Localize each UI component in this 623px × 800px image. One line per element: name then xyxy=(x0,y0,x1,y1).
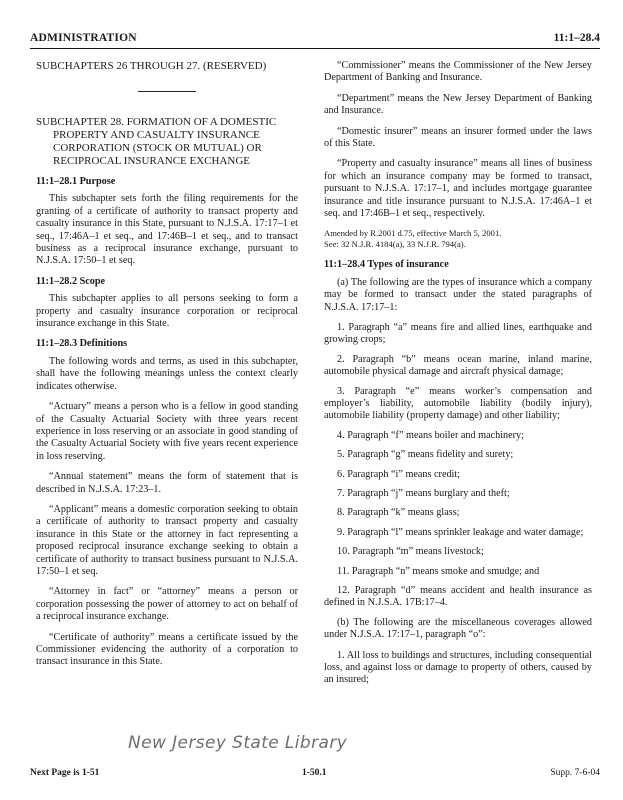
insurance-type-item: 11. Paragraph “n” means smoke and smudge; and xyxy=(337,565,540,577)
definitions-intro: The following words and terms, as used in this subchapter, shall have the following meanings unless the context clearly indicates otherwise. xyxy=(36,355,298,392)
section-28-1-text: This subchapter sets forth the filing requirements for the granting of a certificate of authority to transact property and casualty insurance in this State, pursuant to N.J.S.A. 17:17–1 et seq., 17:46A–1 et seq., and 17:46B–1 et seq., and to transact business as a reciprocal insurance exchange, pursuant to N.J.S.A. 17:50–1 et seq. xyxy=(36,193,298,267)
running-header xyxy=(30,32,600,49)
insurance-type-item: 10. Paragraph “m” means livestock; xyxy=(337,546,484,558)
types-intro: (a) The following are the types of insurance which a company may be formed to transact under the stated paragraphs of N.J.S.A. 17:17–1: xyxy=(324,276,592,313)
next-page-note: Next Page is 1-51 xyxy=(30,768,100,778)
insurance-type-item: 9. Paragraph “l” means sprinkler leakage and water damage; xyxy=(337,526,584,538)
amendment-citation: See: 32 N.J.R. 4184(a), 33 N.J.R. 794(a). xyxy=(324,238,466,249)
page-number: 1-50.1 xyxy=(302,768,327,778)
misc-coverages-intro: (b) The following are the miscellaneous coverages allowed under N.J.S.A. 17:17–1, paragraph “o”: xyxy=(324,616,592,641)
header-section-title: ADMINISTRATION xyxy=(30,32,137,44)
amendment-note xyxy=(324,228,592,249)
amendment-line: Amended by R.2001 d.75, effective March 5, 2001. xyxy=(324,228,502,239)
section-28-2-heading: 11:1–28.2 Scope xyxy=(36,275,106,287)
insurance-type-item: 7. Paragraph “j” means burglary and theft; xyxy=(337,487,510,499)
definition-certificate-of-authority: “Certificate of authority” means a certificate issued by the Commissioner evidencing the authority of a corporation to transact insurance in this State. xyxy=(36,631,298,668)
definition-annual-statement: “Annual statement” means the form of statement that is described in N.J.S.A. 17:23–1. xyxy=(36,471,298,495)
insurance-type-item: 2. Paragraph “b” means ocean marine, inland marine, automobile physical damage and aircraft physical damage; xyxy=(324,353,592,378)
definition-domestic-insurer: “Domestic insurer” means an insurer formed under the laws of this State. xyxy=(324,125,592,150)
section-28-3-heading: 11:1–28.3 Definitions xyxy=(36,338,128,350)
definition-commissioner: “Commissioner” means the Commissioner of the New Jersey Department of Banking and Insurance. xyxy=(324,60,592,84)
definition-attorney-in-fact: “Attorney in fact” or “attorney” means a person or corporation possessing the power of attorney to act on behalf of a reciprocal insurance exchange. xyxy=(36,586,298,623)
insurance-type-item: 5. Paragraph “g” means fidelity and surety; xyxy=(337,449,514,461)
insurance-type-item: 3. Paragraph “e” means worker’s compensation and employer’s liability, automobile liability (bodily injury), automobile liability (property damage) and other liability; xyxy=(324,385,592,422)
subchapter-28-title: SUBCHAPTER 28. FORMATION OF A DOMESTIC PROPERTY AND CASUALTY INSURANCE CORPORATION (STOCK OR MUTUAL) OR RECIPROCAL INSURANCE EXCHANGE xyxy=(36,116,277,167)
reserved-subchapters: SUBCHAPTERS 26 THROUGH 27. (RESERVED) xyxy=(36,60,267,72)
definition-applicant: “Applicant” means a domestic corporation seeking to obtain a certificate of authority to transact property and casualty insurance in this State or the attorney in fact representing a proposed reciprocal insurance exchange seeking to obtain a certificate of authority to transact business pursuant to N.J.S.A. 17:50–1 et seq. xyxy=(36,503,298,577)
header-section-number: 11:1–28.4 xyxy=(553,32,600,44)
definition-actuary: “Actuary” means a person who is a fellow in good standing of the Casualty Actuarial Society with three years recent experience in loss reserving or an associate in good standing of the Casualty Actuarial Society with five years recent experience in loss reserving. xyxy=(36,401,298,462)
definition-department: “Department” means the New Jersey Department of Banking and Insurance. xyxy=(324,92,592,117)
section-28-2-text: This subchapter applies to all persons seeking to form a property and casualty insurance corporation or reciprocal insurance exchange in this State. xyxy=(36,293,298,330)
library-stamp: New Jersey State Library xyxy=(128,733,348,753)
insurance-type-item: 4. Paragraph “f” means boiler and machinery; xyxy=(337,429,524,441)
insurance-type-item: 12. Paragraph “d” means accident and health insurance as defined in N.J.S.A. 17B:17–4. xyxy=(324,585,592,609)
section-divider xyxy=(138,91,196,92)
section-28-1-heading: 11:1–28.1 Purpose xyxy=(36,176,116,187)
right-column xyxy=(324,60,592,694)
insurance-type-item: 8. Paragraph “k” means glass; xyxy=(337,507,460,519)
supplement-date: Supp. 7-6-04 xyxy=(550,768,600,778)
definition-property-casualty: “Property and casualty insurance” means all lines of business for which an insurance company may be formed to transact, pursuant to N.J.S.A. 17:17–1, and includes mortgage guarantee insurance and title insurance pursuant to N.J.S.A. 17:46A–1 et seq. and 17:46B–1 et seq., respectively. xyxy=(324,158,592,220)
insurance-type-item: 6. Paragraph “i” means credit; xyxy=(337,468,461,480)
section-28-4-heading: 11:1–28.4 Types of insurance xyxy=(324,259,449,271)
left-column xyxy=(36,60,298,677)
insurance-types-list xyxy=(324,322,592,610)
misc-coverage-item: 1. All loss to buildings and structures, including consequential loss, and against loss or damage to property of others, caused by an insured; xyxy=(324,649,592,686)
insurance-type-item: 1. Paragraph “a” means fire and allied lines, earthquake and growing crops; xyxy=(324,321,592,346)
